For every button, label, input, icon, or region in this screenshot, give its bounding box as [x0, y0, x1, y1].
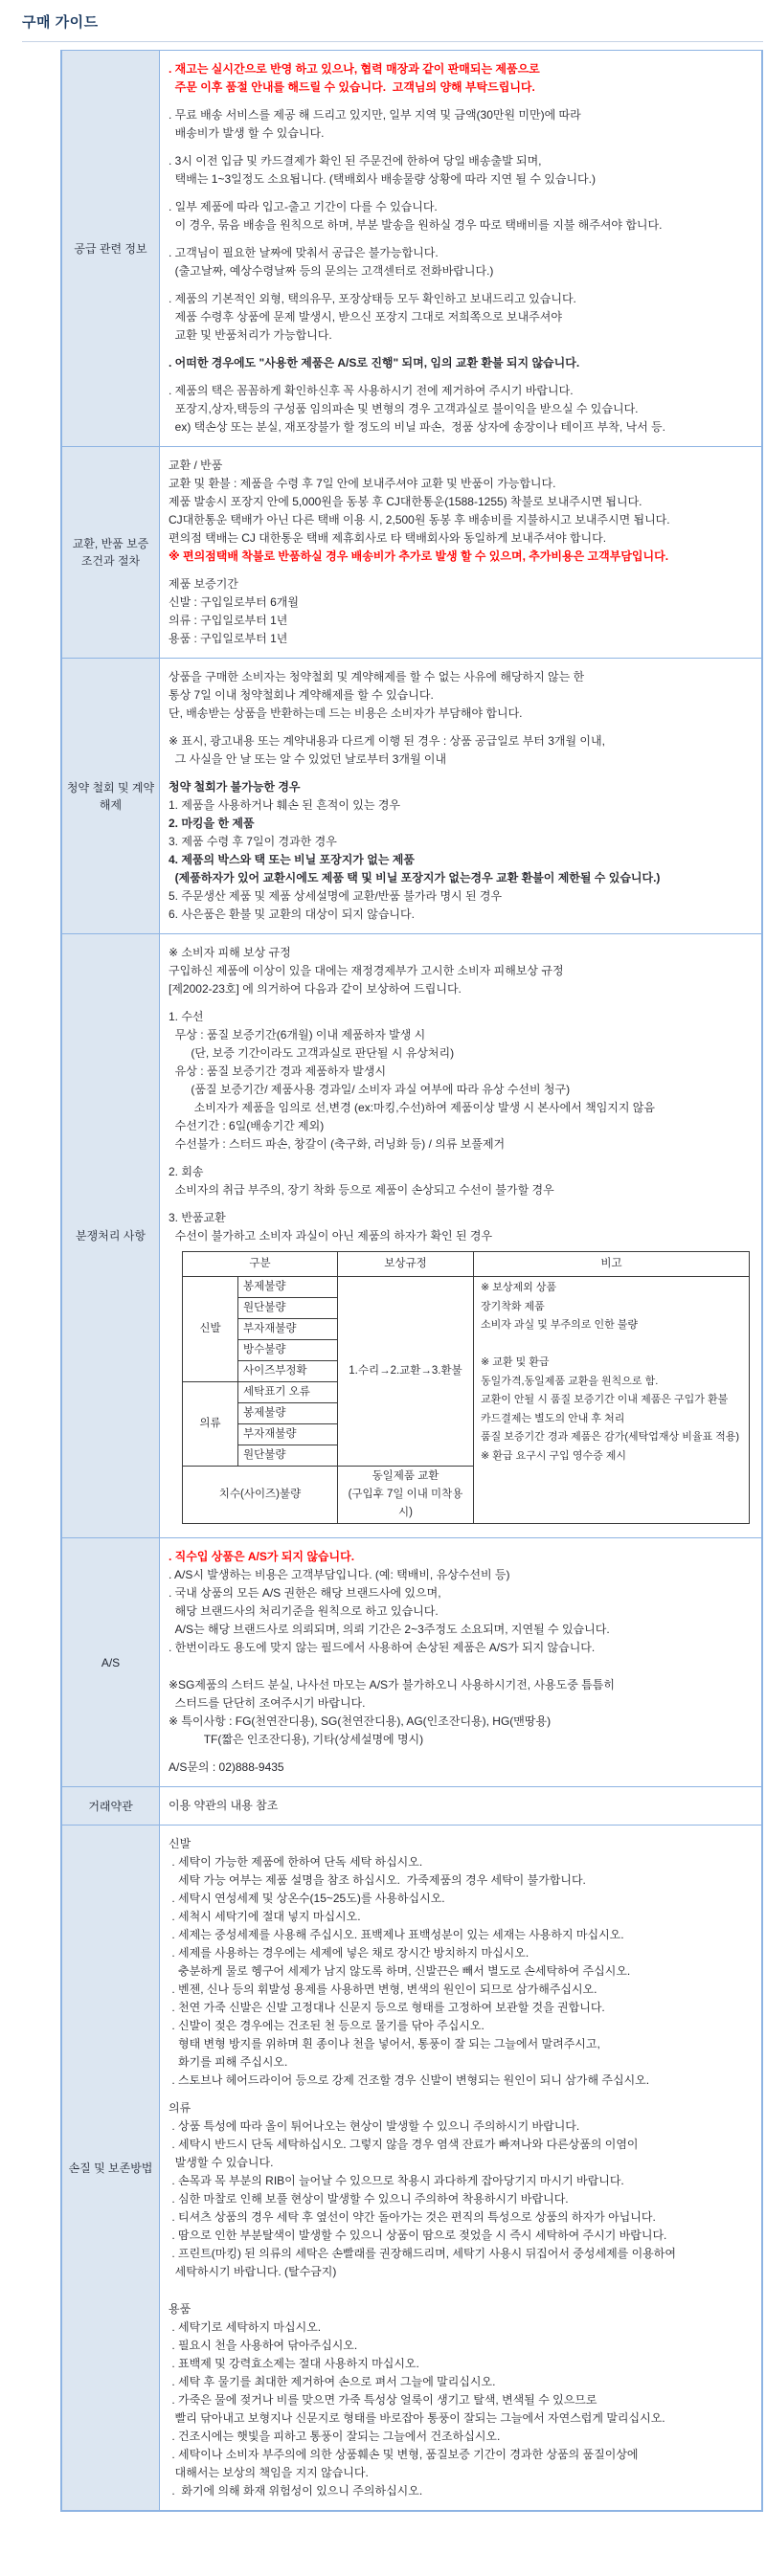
comp-remark-line: 교환이 안될 시 품질 보증기간 이내 제품은 구입가 환불 [481, 1394, 729, 1405]
blank-line [169, 723, 754, 732]
guide-text-line: 의류 : 구입일로부터 1년 [169, 614, 288, 627]
comp-rule-size [338, 1467, 474, 1524]
title-divider [22, 41, 763, 42]
guide-text-line: ※SG제품의 스터드 분실, 나사선 마모는 A/S가 불가하오니 사용하시기전, 사용도중 틈틈히 [169, 1678, 615, 1691]
guide-text-line: 5. 주문생산 제품 및 제품 상세설명에 교환/반품 불가라 명시 된 경우 [169, 889, 503, 903]
comp-defect-cell: 봉제불량 [238, 1403, 338, 1424]
guide-text-line: 화기를 피해 주십시오. [169, 2055, 288, 2069]
guide-text-line: 무상 : 품질 보증기간(6개월) 이내 제품하자 발생 시 [169, 1028, 426, 1042]
comp-category-size: 치수(사이즈)불량 [183, 1467, 338, 1524]
comp-rule-cell: 1.수리→2.교환→3.환불 [338, 1277, 474, 1467]
guide-text-line: . 심한 마찰로 인해 보풀 현상이 발생할 수 있으니 주의하여 착용하시기 바랍니다. [169, 2192, 569, 2206]
comp-remark-line: ※ 보상제외 상품 [481, 1282, 557, 1293]
comp-category-clothing: 의류 [183, 1382, 238, 1467]
comp-remark-line: 소비자 과실 및 부주의로 인한 불량 [481, 1319, 639, 1331]
guide-text-line: 신발 : 구입일로부터 6개월 [169, 595, 299, 609]
page-title: 구매 가이드 [22, 14, 99, 31]
comp-defect-cell: 사이즈부정확 [238, 1361, 338, 1382]
blank-line [169, 97, 754, 106]
guide-row-content-exchange-return [160, 447, 761, 658]
blank-line [169, 2090, 754, 2099]
guide-text-line: . 표백제 및 강력효소제는 절대 사용하지 마십시오. [169, 2357, 419, 2370]
guide-row-label-dispute: 분쟁처리 사항 [62, 934, 160, 1537]
blank-line [169, 1749, 754, 1758]
guide-text-line: . 세탁 후 물기를 최대한 제거하여 손으로 펴서 그늘에 말리십시오. [169, 2375, 496, 2388]
guide-text-line: . 스토브나 헤어드라이어 등으로 강제 건조할 경우 신발이 변형되는 원인이 되니 삼가해 주십시오. [169, 2073, 650, 2087]
blank-line [169, 143, 754, 152]
guide-text-line: 2. 회송 [169, 1165, 204, 1178]
guide-text-line: . 한번이라도 용도에 맞지 않는 필드에서 사용하여 손상된 제품은 A/S가 되지 않습니다. [169, 1641, 596, 1654]
comp-defect-cell: 봉제불량 [238, 1277, 338, 1298]
guide-text-line: A/S는 해당 브랜드사로 의뢰되며, 의뢰 기간은 2~3주정도 소요되며, 지연될 수 있습니다. [169, 1623, 610, 1636]
guide-row-label-withdrawal: 청약 철회 및 계약 해제 [62, 659, 160, 933]
blank-line [169, 2281, 754, 2291]
guide-row-care [62, 1825, 761, 2510]
guide-row-content-care [160, 1826, 761, 2510]
guide-text-line: 1. 수선 [169, 1010, 204, 1023]
guide-text-line: . 일부 제품에 따라 입고-출고 기간이 다를 수 있습니다. [169, 200, 438, 213]
guide-text-line: . 상품 특성에 따라 올이 튀어나오는 현상이 발생할 수 있으니 주의하시기 바랍니다. [169, 2119, 580, 2133]
guide-row-label-exchange-return: 교환, 반품 보증 조건과 절차 [62, 447, 160, 658]
guide-text-line: . 무료 배송 서비스를 제공 해 드리고 있지만, 일부 지역 및 금액(30만원 미만)에 따라 [169, 108, 581, 122]
guide-text-line: 소비자의 취급 부주의, 장기 착화 등으로 제품이 손상되고 수선이 불가할 경우 [169, 1183, 554, 1197]
guide-text-line: (출고날짜, 예상수령날짜 등의 문의는 고객센터로 전화바랍니다.) [169, 264, 494, 278]
guide-text-line: . 티셔츠 상품의 경우 세탁 후 옆선이 약간 돌아가는 것은 편직의 특성으로 상품의 하자가 아닙니다. [169, 2210, 656, 2224]
blank-line [169, 189, 754, 198]
guide-text-line: A/S문의 : 02)888-9435 [169, 1760, 284, 1774]
guide-text-line: 3. 제품 수령 후 7일이 경과한 경우 [169, 835, 337, 848]
guide-text-line: TF(짧은 인조잔디용), 기타(상세설명에 명시) [169, 1733, 424, 1746]
blank-line [169, 280, 754, 290]
guide-text-line: ※ 소비자 피해 보상 규정 [169, 946, 291, 959]
guide-text-line: 1. 제품을 사용하거나 훼손 된 흔적이 있는 경우 [169, 798, 401, 812]
guide-row-content-terms [160, 1787, 761, 1825]
comp-category-shoes: 신발 [183, 1277, 238, 1382]
blank-line [169, 1154, 754, 1163]
comp-remark-line: 품질 보증기간 경과 제품은 감가(세탁업재상 비율표 적용) [481, 1431, 740, 1443]
guide-text-line: . 국내 상품의 모든 A/S 권한은 해당 브랜드사에 있으며, [169, 1586, 441, 1600]
guide-text-line: 대해서는 보상의 책임을 지지 않습니다. [169, 2466, 369, 2479]
guide-text-line: . 필요시 천을 사용하여 닦아주십시오. [169, 2339, 358, 2352]
guide-text-line: . 세탁시 연성세제 및 상온수(15~25도)를 사용하십시오. [169, 1892, 445, 1905]
guide-text-line: 제품 발송시 포장지 안에 5,000원을 동봉 후 CJ대한통운(1588-1255) 착불로 보내주시면 됩니다. [169, 495, 642, 508]
guide-text-line: 신발 [169, 1837, 192, 1850]
guide-row-label-care: 손질 및 보존방법 [62, 1826, 160, 2510]
guide-text-line: 포장지,상자,택등의 구성품 임의파손 및 변형의 경우 고객과실로 불이익을 받으실 수 있습니다. [169, 402, 639, 415]
blank-line [169, 1657, 754, 1667]
guide-text-line: 교환 및 반품처리가 가능합니다. [169, 328, 332, 342]
guide-text-line: . 직수입 상품은 A/S가 되지 않습니다. [169, 1550, 355, 1563]
guide-text-line: . 벤젠, 신나 등의 휘발성 용제를 사용하면 변형, 변색의 원인이 되므로 삼가해주십시오. [169, 1982, 597, 1996]
guide-text-line: . A/S시 발생하는 비용은 고객부담입니다. (예: 택배비, 유상수선비 등) [169, 1568, 510, 1581]
guide-text-line: 세탁하시기 바랍니다. (탈수금지) [169, 2265, 337, 2278]
guide-text-line: 청약 철회가 불가능한 경우 [169, 780, 301, 794]
blank-line [169, 235, 754, 244]
guide-row-withdrawal [62, 658, 761, 933]
comp-row [183, 1277, 750, 1298]
comp-remark-line: ※ 환급 요구시 구입 영수증 제시 [481, 1449, 627, 1462]
guide-text-line: 유상 : 품질 보증기간 경과 제품하자 발생시 [169, 1064, 387, 1078]
guide-text-line: ex) 택손상 또는 분실, 재포장불가 할 정도의 비닐 파손, 정품 상자에 송장이나 테이프 부착, 낙서 등. [169, 420, 665, 434]
guide-text-line: . 세제는 중성세제를 사용해 주십시오. 표백제나 표백성분이 있는 세재는 사용하지 마십시오. [169, 1928, 624, 1941]
comp-header-category: 구분 [183, 1252, 338, 1277]
blank-line [169, 769, 754, 778]
guide-text-line: . 제품의 택은 꼼꼼하게 확인하신후 꼭 사용하시기 전에 제거하여 주시기 바랍니다. [169, 384, 574, 397]
guide-row-content-dispute [160, 934, 761, 1537]
guide-text-line: 4. 제품의 박스와 택 또는 비닐 포장지가 없는 제품 [169, 853, 415, 866]
guide-text-line: . 화기에 의해 화재 위험성이 있으니 주의하십시오. [169, 2484, 423, 2498]
blank-line [169, 1667, 754, 1676]
guide-text-line: . 세탁시 반드시 단독 세탁하십시오. 그렇지 않을 경우 염색 잔료가 빠져나와 다른상품의 이염이 [169, 2138, 639, 2151]
guide-text-line: (품질 보증기간/ 제품사용 경과일/ 소비자 과실 여부에 따라 유상 수선비 청구) [169, 1083, 571, 1096]
guide-text-line: 해당 브랜드사의 처리기준을 원칙으로 하고 있습니다. [169, 1604, 439, 1618]
guide-text-line: 그 사실을 안 날 또는 알 수 있었던 날로부터 3개월 이내 [169, 752, 447, 766]
guide-text-line: . 세탁이나 소비자 부주의에 의한 상품훼손 및 변형, 품질보증 기간이 경과한 상품의 품질이상에 [169, 2448, 639, 2461]
blank-line [169, 345, 754, 354]
comp-defect-cell: 부자재불량 [238, 1319, 338, 1340]
guide-text-line: 이용 약관의 내용 참조 [169, 1799, 279, 1812]
purchase-guide-table [60, 50, 763, 2512]
blank-line [169, 372, 754, 382]
guide-text-line: . 손목과 목 부분의 RIB이 늘어날 수 있으므로 착용시 과다하게 잡아당기지 마시기 바랍니다. [169, 2174, 624, 2187]
compensation-table-header-row [183, 1252, 750, 1277]
guide-text-line: 3. 반품교환 [169, 1211, 226, 1224]
guide-text-line: . 프린트(마킹) 된 의류의 세탁은 손빨래를 권장해드리며, 세탁기 사용시 뒤집어서 중성세제를 이용하여 [169, 2247, 676, 2260]
guide-text-line: . 재고는 실시간으로 반영 하고 있으나, 협력 매장과 같이 판매되는 제품으로 [169, 62, 540, 76]
guide-text-line: 형태 변형 방지를 위하며 흰 종이나 천을 넣어서, 통풍이 잘 되는 그늘에서 말려주시고, [169, 2037, 600, 2050]
comp-rule-size-line: 동일제품 교환 [372, 1470, 439, 1482]
guide-text-line: (단, 보증 기간이라도 고객과실로 판단될 시 유상처리) [169, 1046, 455, 1060]
guide-text-line: 수선불가 : 스터드 파손, 창갈이 (축구화, 러닝화 등) / 의류 보풀제거 [169, 1137, 506, 1151]
guide-text-line: [제2002-23호] 에 의거하여 다음과 같이 보상하여 드립니다. [169, 982, 462, 996]
comp-remark-line: 동일가격,동일제품 교환을 원칙으로 함. [481, 1375, 659, 1387]
guide-text-line: 편의점 택배는 CJ 대한통운 택배 제휴회사로 타 택배회사와 동일하게 보내주셔야 합니다. [169, 531, 607, 545]
guide-text-line: 용품 [169, 2302, 192, 2316]
guide-text-line: 빨리 닦아내고 보형지나 신문지로 형태를 바로잡아 통풍이 잘되는 그늘에서 자연스럽게 말리십시오. [169, 2411, 665, 2425]
guide-text-line: 이 경우, 묶음 배송을 원칙으로 하며, 부분 발송을 원하실 경우 따로 택배비를 지불 해주셔야 합니다. [169, 218, 663, 232]
guide-text-line: 스터드를 단단히 조여주시기 바랍니다. [169, 1696, 366, 1710]
guide-text-line: . 세제를 사용하는 경우에는 세제에 넣은 채로 장시간 방치하지 마십시오. [169, 1946, 529, 1960]
guide-row-content-withdrawal [160, 659, 761, 933]
guide-text-line: . 세탁이 가능한 제품에 한하여 단독 세탁 하십시오. [169, 1855, 423, 1869]
guide-text-line: 2. 마킹을 한 제품 [169, 817, 255, 830]
guide-row-dispute [62, 933, 761, 1537]
guide-text-line: 구입하신 제품에 이상이 있을 대에는 재정경제부가 고시한 소비자 피해보상 규정 [169, 964, 564, 977]
guide-row-after-service [62, 1537, 761, 1786]
compensation-table [182, 1251, 750, 1524]
guide-row-content-after-service [160, 1538, 761, 1786]
guide-row-label-after-service: A/S [62, 1538, 160, 1786]
comp-rule-size-line: (구입후 7일 이내 미착용시) [348, 1489, 463, 1518]
guide-row-content-supply-info [160, 51, 761, 446]
guide-text-line: . 천연 가죽 신발은 신발 고정대나 신문지 등으로 형태를 고정하여 보관할 것을 권합니다. [169, 2001, 605, 2014]
guide-row-supply-info [62, 51, 761, 446]
comp-defect-cell: 원단불량 [238, 1445, 338, 1467]
guide-row-label-terms: 거래약관 [62, 1787, 160, 1825]
guide-row-exchange-return [62, 446, 761, 658]
guide-text-line: ※ 특이사항 : FG(천연잔디용), SG(천연잔디용), AG(인조잔디용), HG(맨땅용) [169, 1714, 552, 1728]
guide-text-line: 수선기간 : 6일(배송기간 제외) [169, 1119, 325, 1132]
guide-text-line: (제품하자가 있어 교환시에도 제품 택 및 비닐 포장지가 없는경우 교환 환불이 제한될 수 있습니다.) [169, 871, 661, 885]
guide-text-line: 교환 및 환불 : 제품을 수령 후 7일 안에 보내주셔야 교환 및 반품이 가능합니다. [169, 477, 556, 490]
guide-text-line: 용품 : 구입일로부터 1년 [169, 632, 288, 645]
guide-text-line: . 가죽은 물에 젖거나 비를 맞으면 가죽 특성상 얼룩이 생기고 탈색, 변색될 수 있으므로 [169, 2393, 597, 2407]
comp-header-remark: 비고 [474, 1252, 750, 1277]
guide-text-line: 단, 배송받는 상품을 반환하는데 드는 비용은 소비자가 부담해야 합니다. [169, 706, 523, 720]
comp-remark-line: 카드결제는 별도의 안내 후 처리 [481, 1412, 625, 1424]
guide-row-terms [62, 1786, 761, 1825]
comp-header-rule: 보상규정 [338, 1252, 474, 1277]
guide-text-line: 소비자가 제품을 임의로 선,변경 (ex:마킹,수선)하여 제품이상 발생 시 본사에서 책임지지 않음 [169, 1101, 655, 1114]
guide-text-line: . 세탁기로 세탁하지 마십시오. [169, 2320, 322, 2334]
guide-text-line: . 고객님이 필요한 날짜에 맞춰서 공급은 불가능합니다. [169, 246, 439, 259]
guide-text-line: 교환 / 반품 [169, 459, 223, 472]
guide-text-line: 주문 이후 품절 안내를 해드릴 수 있습니다. 고객님의 양해 부탁드립니다. [169, 80, 535, 94]
guide-text-line: CJ대한통운 택배가 아닌 다른 택배 이용 시, 2,500원 동봉 후 배송비를 지불하시고 보내주시면 됩니다. [169, 513, 670, 526]
guide-text-line: 의류 [169, 2101, 192, 2115]
guide-text-line: 제품 수령후 상품에 문제 발생시, 받으신 포장지 그대로 저희쪽으로 보내주셔야 [169, 310, 562, 324]
guide-text-line: . 어떠한 경우에도 "사용한 제품은 A/S로 진행" 되며, 임의 교환 환불 되지 않습니다. [169, 356, 580, 370]
guide-text-line: ※ 표시, 광고내용 또는 계약내용과 다르게 이행 된 경우 : 상품 공급일로 부터 3개월 이내, [169, 734, 605, 748]
guide-text-line: 충분하게 물로 헹구어 세제가 남지 않도록 하며, 신발끈은 빼서 별도로 손세탁하여 주십시오. [169, 1964, 631, 1978]
guide-text-line: 제품 보증기간 [169, 577, 238, 591]
comp-remark-line: ※ 교환 및 환급 [481, 1356, 550, 1368]
guide-text-line: . 건조시에는 햇빛을 피하고 통풍이 잘되는 그늘에서 건조하십시오. [169, 2430, 501, 2443]
guide-text-line: 택배는 1~3일정도 소요됩니다. (택배회사 배송물량 상황에 따라 지연 될 수 있습니다.) [169, 172, 596, 186]
blank-line [169, 998, 754, 1008]
guide-text-line: 상품을 구매한 소비자는 청약철회 및 계약해제를 할 수 없는 사유에 해당하지 않는 한 [169, 670, 585, 683]
guide-text-line: . 신발이 젖은 경우에는 건조된 천 등으로 물기를 닦아 주십시오. [169, 2019, 484, 2032]
blank-line [169, 1199, 754, 1209]
guide-text-line: . 땀으로 인한 부분탈색이 발생할 수 있으니 상품이 땀으로 젖었을 시 즉시 세탁하여 주시기 바랍니다. [169, 2229, 667, 2242]
comp-defect-cell: 방수불량 [238, 1340, 338, 1361]
guide-text-line: 배송비가 발생 할 수 있습니다. [169, 126, 325, 140]
guide-text-line: ※ 편의점택배 착불로 반품하실 경우 배송비가 추가로 발생 할 수 있으며, 추가비용은 고객부담입니다. [169, 549, 669, 563]
guide-text-line: 6. 사은품은 환불 및 교환의 대상이 되지 않습니다. [169, 907, 415, 921]
comp-remark-line [481, 1335, 742, 1355]
guide-text-line: 세탁 가능 여부는 제품 설명을 참조 하십시오. 가죽제품의 경우 세탁이 불가합니다. [169, 1873, 586, 1887]
guide-text-line: . 제품의 기본적인 외형, 택의유무, 포장상태등 모두 확인하고 보내드리고 있습니다. [169, 292, 576, 305]
guide-row-label-supply-info: 공급 관련 정보 [62, 51, 160, 446]
guide-text-line: 발생할 수 있습니다. [169, 2156, 274, 2169]
guide-text-line: . 세척시 세탁기에 절대 넣지 마십시오. [169, 1910, 361, 1923]
blank-line [169, 566, 754, 575]
comp-defect-cell: 원단불량 [238, 1298, 338, 1319]
guide-text-line: 통상 7일 이내 청약철회나 계약해제를 할 수 있습니다. [169, 688, 434, 702]
guide-text-line: 수선이 불가하고 소비자 과실이 아닌 제품의 하자가 확인 된 경우 [169, 1229, 493, 1243]
comp-remark-line: 장기착화 제품 [481, 1300, 545, 1312]
comp-defect-cell: 세탁표기 오류 [238, 1382, 338, 1403]
guide-text-line: . 3시 이전 입금 및 카드결제가 확인 된 주문건에 한하여 당일 배송출발 되며, [169, 154, 542, 168]
blank-line [169, 2291, 754, 2300]
comp-remark-cell [474, 1277, 750, 1524]
comp-defect-cell: 부자재불량 [238, 1424, 338, 1445]
